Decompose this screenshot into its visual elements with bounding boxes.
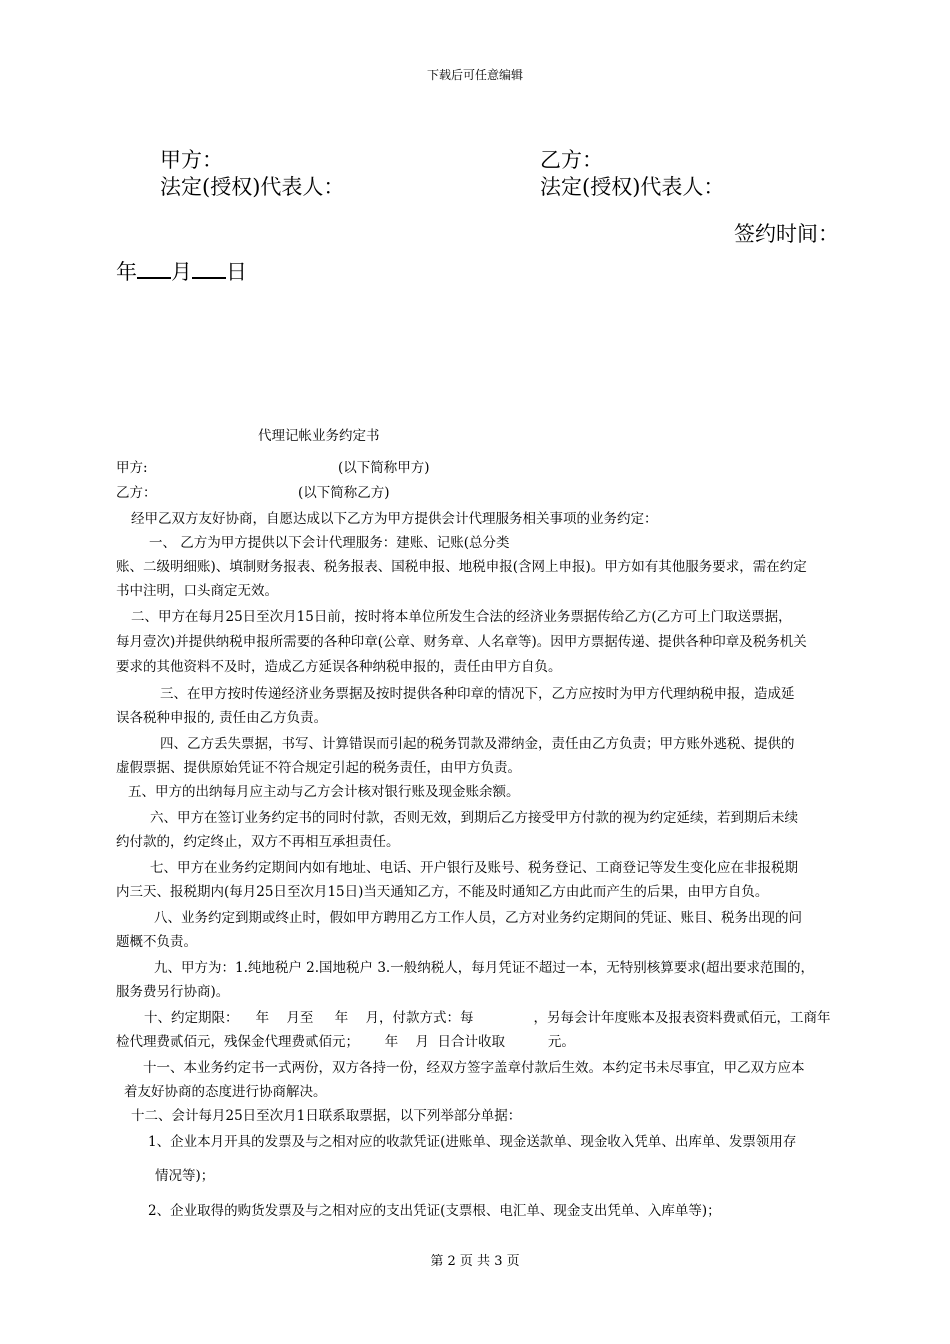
clause-3-line-1: 三、在甲方按时传递经济业务票据及按时提供各种印章的情况下，乙方应按时为甲方代理纳税申报，造成延 — [160, 686, 795, 702]
clause-8-line-1: 八、业务约定到期或终止时，假如甲方聘用乙方工作人员，乙方对业务约定期间的凭证、账目、税务出现的问 — [154, 910, 802, 926]
clause-11-line-1: 十一、本业务约定书一式两份，双方各持一份，经双方签字盖章付款后生效。本约定书未尽事宜，甲乙双方应本 — [143, 1060, 805, 1076]
date-month: 月 — [171, 260, 192, 284]
clause-4-line-2: 虚假票据、提供原始凭证不符合规定引起的税务责任，由甲方负责。 — [116, 760, 521, 776]
clause-2-line-3: 要求的其他资料不及时，造成乙方延误各种纳税申报的，责任由甲方自负。 — [116, 659, 562, 675]
list-item-1-line-1: 1、企业本月开具的发票及与之相对应的收款凭证(进账单、现金送款单、现金收入凭单、出库单、发票领用存 — [148, 1134, 797, 1150]
header-note: 下载后可任意编辑 — [426, 68, 523, 82]
clause-8-line-2: 题概不负责。 — [116, 934, 197, 950]
page-footer: 第 2 页 共 3 页 — [430, 1254, 520, 1269]
party-a-representative-label: 法定(授权)代表人： — [160, 175, 345, 199]
clause-5-line-1: 五、甲方的出纳每月应主动与乙方会计核对银行账及现金账余额。 — [128, 784, 520, 800]
date-year: 年 — [116, 260, 137, 284]
clause-1-line-3: 书中注明，口头商定无效。 — [116, 583, 278, 599]
party-b-signature-label: 乙方： — [540, 148, 603, 172]
date-blank-month — [137, 259, 171, 279]
clause-2-line-1: 二、甲方在每月25日至次月15日前，按时将本单位所发生合法的经济业务票据传给乙方(乙方可上门取送票据， — [131, 609, 792, 625]
clause-7-line-1: 七、甲方在业务约定期间内如有地址、电话、开户银行及账号、税务登记、工商登记等发生变化应在非报税期 — [150, 860, 798, 876]
list-item-2-line-1: 2、企业取得的购货发票及与之相对应的支出凭证(支票根、电汇单、现金支出凭单、入库单等)； — [148, 1203, 721, 1219]
clause-11-line-2: 着友好协商的态度进行协商解决。 — [124, 1084, 327, 1100]
party-a-note: (以下简称甲方) — [338, 460, 430, 476]
clause-7-line-2: 内三天、报税期内(每月25日至次月15日)当天通知乙方，不能及时通知乙方由此而产生的后果，由甲方自负。 — [116, 884, 769, 900]
clause-3-line-2: 误各税种申报的, 责任由乙方负责。 — [116, 710, 328, 726]
clause-4-line-1: 四、乙方丢失票据，书写、计算错误而引起的税务罚款及滞纳金，责任由乙方负责；甲方账外逃税、提供的 — [160, 736, 795, 752]
party-b-label: 乙方： — [116, 485, 157, 501]
clause-12-line-1: 十二、会计每月25日至次月1日联系取票据，以下列举部分单据： — [131, 1108, 522, 1124]
clause-9-line-1: 九、甲方为：1.纯地税户 2.国地税户 3.一般纳税人，每月凭证不超过一本，无特别核算要求(超出要求范围的， — [154, 960, 814, 976]
clause-6-line-1: 六、甲方在签订业务约定书的同时付款，否则无效，到期后乙方接受甲方付款的视为约定延续，若到期后未续 — [150, 810, 798, 826]
clause-9-line-2: 服务费另行协商)。 — [116, 984, 230, 1000]
party-b-note: (以下简称乙方) — [298, 485, 390, 501]
clause-10-line-2: 检代理费贰佰元，残保金代理费贰佰元； 年 月 日合计收取 元。 — [116, 1034, 575, 1050]
clause-1-line-1: 一、 乙方为甲方提供以下会计代理服务：建账、记账(总分类 — [149, 535, 510, 551]
clause-1-line-2: 账、二级明细账)、填制财务报表、税务报表、国税申报、地税申报(含网上申报)。甲方如有其他服务要求，需在约定 — [116, 559, 807, 575]
party-a-label: 甲方: — [116, 460, 148, 476]
intro-line: 经甲乙双方友好协商，自愿达成以下乙方为甲方提供会计代理服务相关事项的业务约定： — [131, 511, 658, 527]
sign-time-label: 签约时间： — [734, 222, 839, 246]
party-a-signature-label: 甲方： — [160, 148, 223, 172]
list-item-1-line-2: 情况等)； — [155, 1168, 215, 1184]
clause-6-line-2: 约付款的，约定终止，双方不再相互承担责任。 — [116, 834, 400, 850]
party-b-representative-label: 法定(授权)代表人： — [540, 175, 725, 199]
clause-2-line-2: 每月壹次)并提供纳税申报所需要的各种印章(公章、财务章、人名章等)。因甲方票据传递、提供各种印章及税务机关 — [116, 634, 807, 650]
date-line — [116, 256, 247, 286]
clause-10-line-1: 十、约定期限： 年 月至 年 月，付款方式：每 ，另每会计年度账本及报表资料费贰佰元，工商年 — [144, 1010, 831, 1026]
document-title: 代理记帐业务约定书 — [258, 428, 380, 444]
date-day: 日 — [226, 260, 247, 284]
date-blank-day — [192, 259, 226, 279]
